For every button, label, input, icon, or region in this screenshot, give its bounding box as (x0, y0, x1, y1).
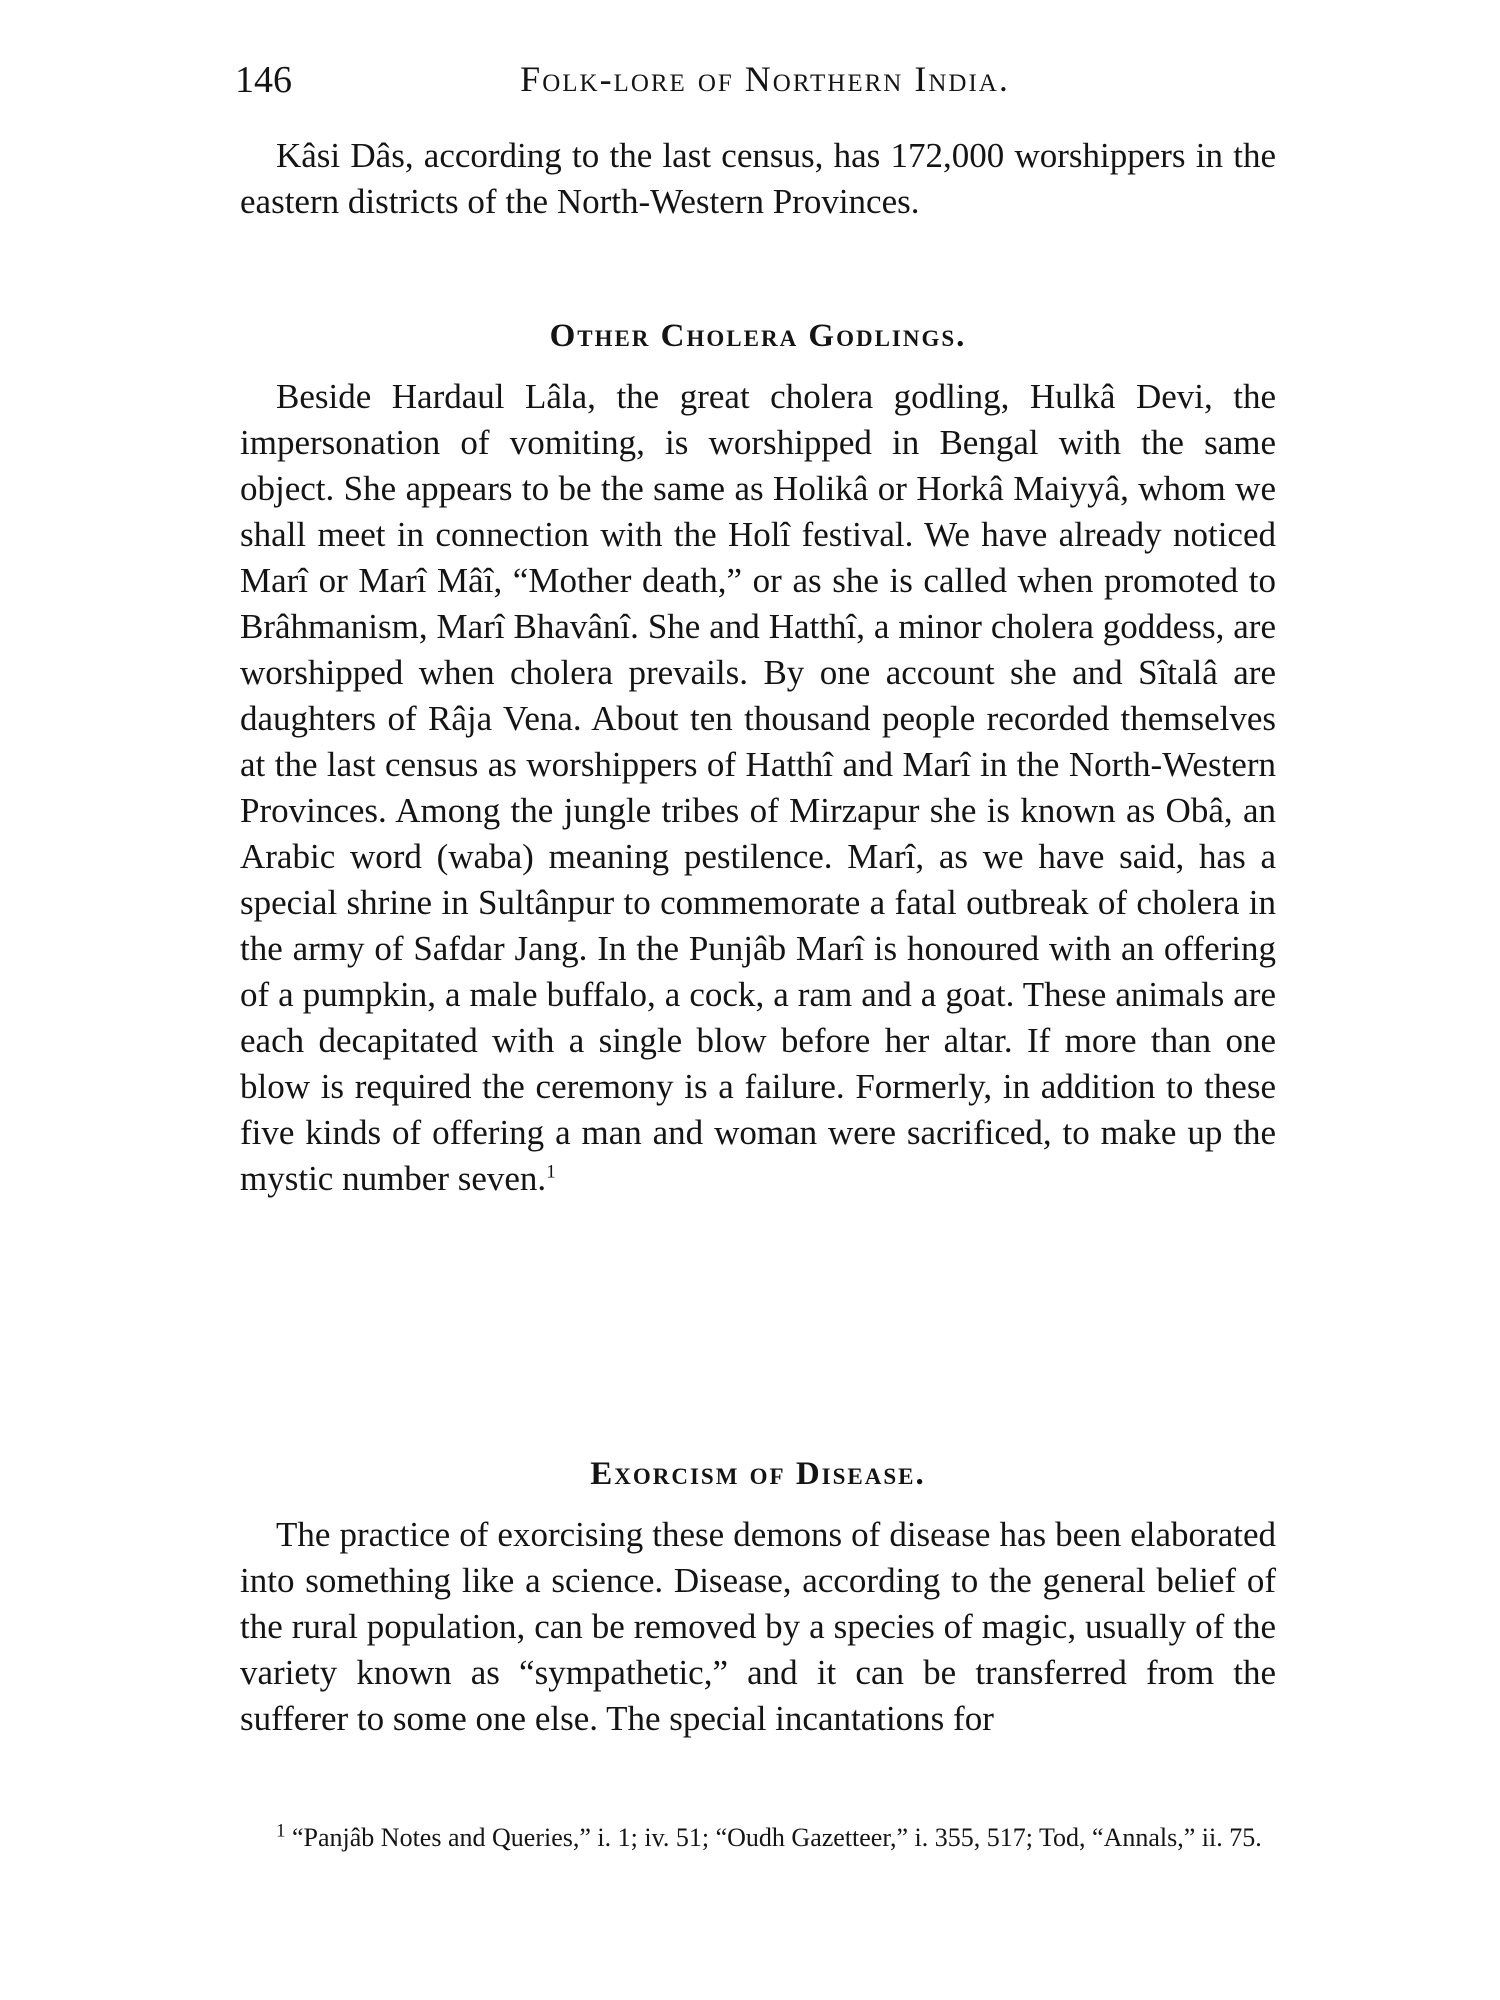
paragraph-text: Beside Hardaul Lâla, the great cholera godling, Hulkâ Devi, the impersonation of vomiting, is worshipped in Bengal with the same object. She appears to be the same as Holikâ or Horkâ Maiyyâ, whom we shall meet in connection with the Holî festival. We have already noticed Marî or Marî Mâî, “Mother death,” or as she is called when promoted to Brâhmanism, Marî Bhavânî. She and Hatthî, a minor cholera goddess, are worshipped when cholera prevails. By one account she and Sîtalâ are daughters of Râja Vena. About ten thousand people recorded themselves at the last census as worshippers of Hatthî and Marî in the North-Western Provinces. Among the jungle tribes of Mirzapur she is known as Obâ, an Arabic word (waba) meaning pestilence. Marî, as we have said, has a special shrine in Sultânpur to commemorate a fatal outbreak of cholera in the army of Safdar Jang. In the Punjâb Marî is honoured with an offering of a pumpkin, a male buffalo, a cock, a ram and a goat. These animals are each decapitated with a single blow before her altar. If more than one blow is required the ceremony is a failure. Formerly, in addition to these five kinds of offering a man and woman were sacrificed, to make up the mystic number seven. (240, 377, 1276, 1198)
section-paragraph-cholera-godlings (240, 374, 1276, 1202)
section-paragraph-exorcism: The practice of exorcising these demons of disease has been elaborated into something like a science. Disease, according to the general belief of the rural population, can be removed by a species of magic, usually of the variety known as “sympathetic,” and it can be transferred from the sufferer to some one else. The special incantations for (240, 1515, 1276, 1738)
footnote-reference: 1 (546, 1161, 556, 1183)
footnote-text: “Panjâb Notes and Queries,” i. 1; iv. 51; “Oudh Gazetteer,” i. 355, 517; Tod, “Annals,” ii. 75. (292, 1823, 1262, 1852)
running-head (235, 58, 1275, 108)
section-heading-other-cholera-godlings: Other Cholera Godlings. (549, 318, 967, 354)
page-number: 146 (235, 59, 292, 101)
footnote-marker: 1 (276, 1820, 286, 1842)
intro-paragraph: Kâsi Dâs, according to the last census, has 172,000 worshippers in the eastern districts of the North-Western Provinces. (240, 136, 1276, 221)
section-heading-exorcism-of-disease: Exorcism of Disease. (590, 1456, 926, 1492)
footnote (240, 1820, 1276, 1856)
running-title: Folk-lore of Northern India. (520, 59, 1010, 99)
